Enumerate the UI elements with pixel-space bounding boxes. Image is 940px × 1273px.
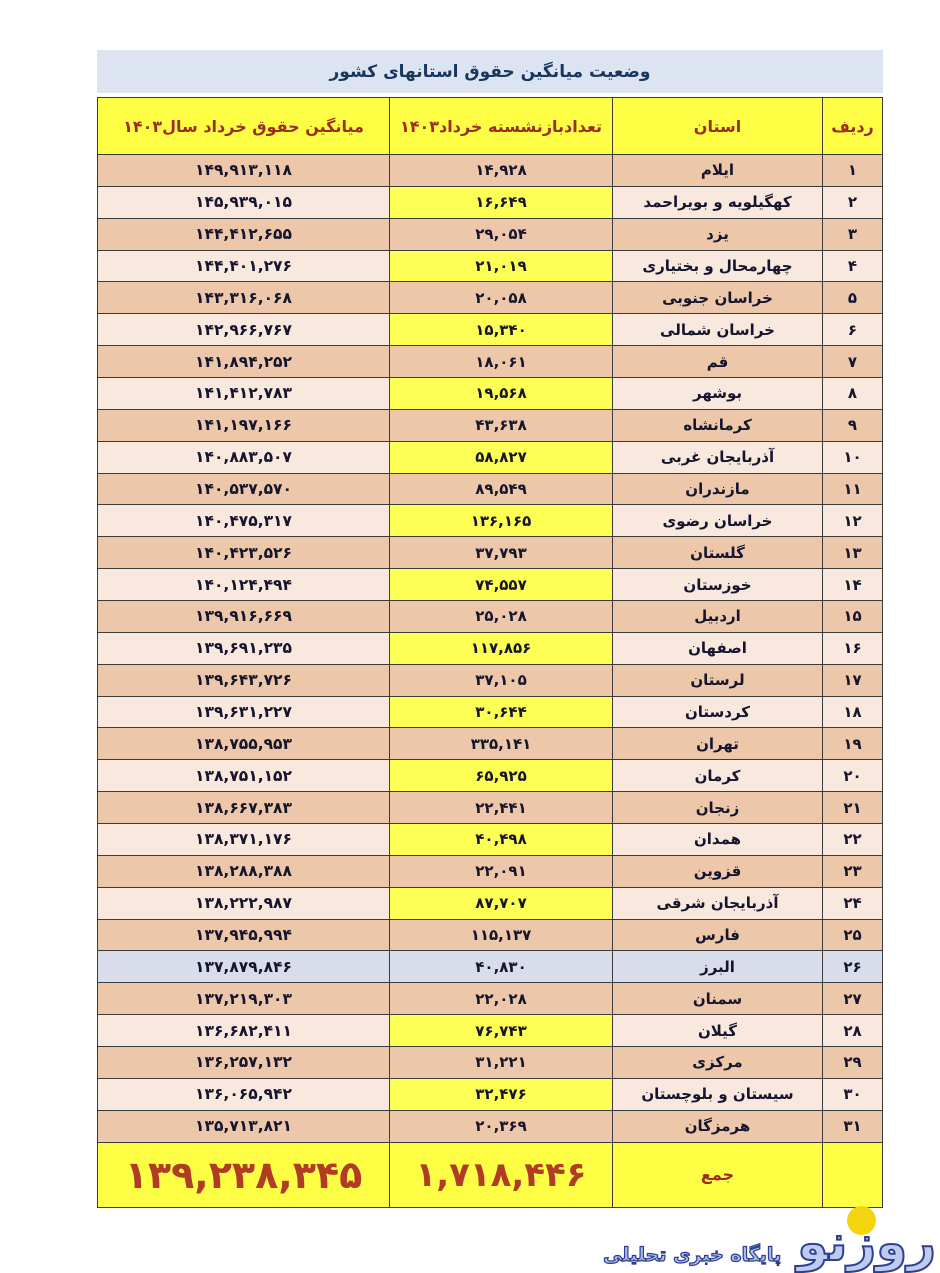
row-number: ۱۳ (822, 537, 882, 568)
table-row (98, 569, 882, 601)
table-row (98, 1111, 882, 1143)
row-number: ۳۱ (822, 1111, 882, 1142)
row-number: ۲ (822, 187, 882, 218)
province-name: یزد (612, 219, 822, 250)
row-number: ۸ (822, 378, 882, 409)
table-row (98, 346, 882, 378)
retirees-count: ۷۴,۵۵۷ (389, 569, 612, 600)
province-name: قم (612, 346, 822, 377)
retirees-count: ۸۷,۷۰۷ (389, 888, 612, 919)
retirees-count: ۸۹,۵۴۹ (389, 474, 612, 505)
retirees-count: ۱۵,۳۴۰ (389, 314, 612, 345)
table-row (98, 537, 882, 569)
table-row (98, 728, 882, 760)
table-row (98, 442, 882, 474)
province-name: خوزستان (612, 569, 822, 600)
row-number: ۱۷ (822, 665, 882, 696)
salary-table (97, 50, 883, 1208)
row-number: ۲۶ (822, 951, 882, 982)
retirees-count: ۲۲,۴۴۱ (389, 792, 612, 823)
average-salary: ۱۳۸,۲۲۲,۹۸۷ (98, 888, 389, 919)
average-salary: ۱۴۲,۹۶۶,۷۶۷ (98, 314, 389, 345)
province-name: بوشهر (612, 378, 822, 409)
table-grid (97, 97, 883, 1208)
province-name: قزوین (612, 856, 822, 887)
table-row (98, 824, 882, 856)
average-salary: ۱۴۳,۳۱۶,۰۶۸ (98, 282, 389, 313)
table-row (98, 856, 882, 888)
province-name: سمنان (612, 983, 822, 1014)
average-salary: ۱۴۴,۴۱۲,۶۵۵ (98, 219, 389, 250)
total-retirees-value: ۱,۷۱۸,۴۴۶ (389, 1143, 612, 1207)
table-row (98, 155, 882, 187)
average-salary: ۱۳۶,۰۶۵,۹۴۲ (98, 1079, 389, 1110)
table-row (98, 983, 882, 1015)
retirees-count: ۳۷,۷۹۳ (389, 537, 612, 568)
province-name: ایلام (612, 155, 822, 186)
retirees-count: ۱۱۷,۸۵۶ (389, 633, 612, 664)
retirees-count: ۲۹,۰۵۴ (389, 219, 612, 250)
header-salary: میانگین حقوق خرداد سال۱۴۰۳ (98, 98, 389, 154)
row-number: ۲۲ (822, 824, 882, 855)
retirees-count: ۲۲,۰۲۸ (389, 983, 612, 1014)
row-number: ۱ (822, 155, 882, 186)
retirees-count: ۱۸,۰۶۱ (389, 346, 612, 377)
retirees-count: ۱۶,۶۴۹ (389, 187, 612, 218)
table-row (98, 282, 882, 314)
average-salary: ۱۴۱,۱۹۷,۱۶۶ (98, 410, 389, 441)
table-row (98, 888, 882, 920)
table-row (98, 697, 882, 729)
province-name: کهگیلویه و بویراحمد (612, 187, 822, 218)
province-name: گیلان (612, 1015, 822, 1046)
retirees-count: ۳۰,۶۴۴ (389, 697, 612, 728)
row-number: ۲۷ (822, 983, 882, 1014)
average-salary: ۱۳۷,۲۱۹,۳۰۳ (98, 983, 389, 1014)
total-empty-cell (822, 1143, 882, 1207)
table-row (98, 219, 882, 251)
retirees-count: ۱۹,۵۶۸ (389, 378, 612, 409)
retirees-count: ۲۱,۰۱۹ (389, 251, 612, 282)
average-salary: ۱۳۸,۳۷۱,۱۷۶ (98, 824, 389, 855)
logo-wordmark (791, 1216, 936, 1271)
table-row (98, 378, 882, 410)
province-name: فارس (612, 920, 822, 951)
table-row (98, 251, 882, 283)
logo-tagline: پایگاه خبری تحلیلی (603, 1243, 782, 1266)
table-header-row (98, 98, 882, 155)
average-salary: ۱۴۱,۴۱۲,۷۸۳ (98, 378, 389, 409)
table-row (98, 633, 882, 665)
province-name: مازندران (612, 474, 822, 505)
retirees-count: ۴۰,۴۹۸ (389, 824, 612, 855)
table-row (98, 792, 882, 824)
retirees-count: ۲۰,۰۵۸ (389, 282, 612, 313)
row-number: ۲۸ (822, 1015, 882, 1046)
province-name: گلستان (612, 537, 822, 568)
table-row (98, 187, 882, 219)
table-row (98, 951, 882, 983)
province-name: خراسان جنوبی (612, 282, 822, 313)
table-total-row (98, 1143, 882, 1207)
retirees-count: ۳۱,۲۲۱ (389, 1047, 612, 1078)
average-salary: ۱۴۰,۸۸۳,۵۰۷ (98, 442, 389, 473)
row-number: ۲۰ (822, 760, 882, 791)
logo-wordmark-text: روزنو (797, 1214, 936, 1272)
average-salary: ۱۴۱,۸۹۴,۲۵۲ (98, 346, 389, 377)
province-name: لرستان (612, 665, 822, 696)
province-name: مرکزی (612, 1047, 822, 1078)
retirees-count: ۲۵,۰۲۸ (389, 601, 612, 632)
retirees-count: ۶۵,۹۲۵ (389, 760, 612, 791)
header-province: استان (612, 98, 822, 154)
province-name: خراسان رضوی (612, 505, 822, 536)
average-salary: ۱۴۰,۴۷۵,۳۱۷ (98, 505, 389, 536)
retirees-count: ۱۳۶,۱۶۵ (389, 505, 612, 536)
row-number: ۱۲ (822, 505, 882, 536)
retirees-count: ۲۲,۰۹۱ (389, 856, 612, 887)
average-salary: ۱۳۸,۷۵۵,۹۵۳ (98, 728, 389, 759)
table-row (98, 474, 882, 506)
row-number: ۱۹ (822, 728, 882, 759)
retirees-count: ۱۱۵,۱۳۷ (389, 920, 612, 951)
average-salary: ۱۴۹,۹۱۳,۱۱۸ (98, 155, 389, 186)
retirees-count: ۷۶,۷۴۳ (389, 1015, 612, 1046)
retirees-count: ۱۴,۹۲۸ (389, 155, 612, 186)
row-number: ۵ (822, 282, 882, 313)
row-number: ۲۹ (822, 1047, 882, 1078)
province-name: آذربایجان شرقی (612, 888, 822, 919)
province-name: همدان (612, 824, 822, 855)
table-row (98, 1015, 882, 1047)
province-name: کرمانشاه (612, 410, 822, 441)
total-salary-value: ۱۳۹,۲۳۸,۳۴۵ (98, 1143, 389, 1207)
retirees-count: ۴۰,۸۳۰ (389, 951, 612, 982)
average-salary: ۱۴۰,۱۲۴,۴۹۴ (98, 569, 389, 600)
row-number: ۲۳ (822, 856, 882, 887)
average-salary: ۱۳۵,۷۱۳,۸۲۱ (98, 1111, 389, 1142)
table-row (98, 601, 882, 633)
row-number: ۹ (822, 410, 882, 441)
province-name: سیستان و بلوچستان (612, 1079, 822, 1110)
average-salary: ۱۴۰,۵۳۷,۵۷۰ (98, 474, 389, 505)
row-number: ۶ (822, 314, 882, 345)
average-salary: ۱۳۹,۹۱۶,۶۶۹ (98, 601, 389, 632)
row-number: ۲۴ (822, 888, 882, 919)
table-row (98, 410, 882, 442)
news-agency-logo (603, 1216, 936, 1271)
retirees-count: ۳۳۵,۱۴۱ (389, 728, 612, 759)
average-salary: ۱۳۹,۶۴۳,۷۲۶ (98, 665, 389, 696)
province-name: چهارمحال و بختیاری (612, 251, 822, 282)
retirees-count: ۴۳,۶۳۸ (389, 410, 612, 441)
province-name: هرمزگان (612, 1111, 822, 1142)
province-name: اردبیل (612, 601, 822, 632)
row-number: ۱۵ (822, 601, 882, 632)
row-number: ۳۰ (822, 1079, 882, 1110)
header-retirees: تعدادبازنشسته خرداد۱۴۰۳ (389, 98, 612, 154)
table-row (98, 760, 882, 792)
retirees-count: ۲۰,۳۶۹ (389, 1111, 612, 1142)
average-salary: ۱۳۸,۲۸۸,۳۸۸ (98, 856, 389, 887)
province-name: زنجان (612, 792, 822, 823)
row-number: ۷ (822, 346, 882, 377)
province-name: خراسان شمالی (612, 314, 822, 345)
retirees-count: ۳۲,۴۷۶ (389, 1079, 612, 1110)
average-salary: ۱۳۶,۶۸۲,۴۱۱ (98, 1015, 389, 1046)
average-salary: ۱۴۵,۹۳۹,۰۱۵ (98, 187, 389, 218)
row-number: ۱۴ (822, 569, 882, 600)
average-salary: ۱۳۷,۸۷۹,۸۴۶ (98, 951, 389, 982)
average-salary: ۱۳۸,۷۵۱,۱۵۲ (98, 760, 389, 791)
province-name: کرمان (612, 760, 822, 791)
average-salary: ۱۳۹,۶۳۱,۲۲۷ (98, 697, 389, 728)
row-number: ۳ (822, 219, 882, 250)
table-body (98, 155, 882, 1143)
row-number: ۲۱ (822, 792, 882, 823)
average-salary: ۱۴۰,۴۲۳,۵۲۶ (98, 537, 389, 568)
average-salary: ۱۴۴,۴۰۱,۲۷۶ (98, 251, 389, 282)
retirees-count: ۵۸,۸۲۷ (389, 442, 612, 473)
retirees-count: ۳۷,۱۰۵ (389, 665, 612, 696)
table-row (98, 920, 882, 952)
table-row (98, 1047, 882, 1079)
average-salary: ۱۳۹,۶۹۱,۲۳۵ (98, 633, 389, 664)
header-row-number: ردیف (822, 98, 882, 154)
table-row (98, 314, 882, 346)
table-title: وضعیت میانگین حقوق استانهای کشور (97, 50, 883, 93)
table-row (98, 505, 882, 537)
row-number: ۴ (822, 251, 882, 282)
table-row (98, 1079, 882, 1111)
row-number: ۱۱ (822, 474, 882, 505)
province-name: البرز (612, 951, 822, 982)
average-salary: ۱۳۷,۹۴۵,۹۹۴ (98, 920, 389, 951)
row-number: ۱۰ (822, 442, 882, 473)
average-salary: ۱۳۶,۲۵۷,۱۳۲ (98, 1047, 389, 1078)
province-name: کردستان (612, 697, 822, 728)
province-name: تهران (612, 728, 822, 759)
average-salary: ۱۳۸,۶۶۷,۳۸۳ (98, 792, 389, 823)
province-name: اصفهان (612, 633, 822, 664)
province-name: آذربایجان غربی (612, 442, 822, 473)
row-number: ۱۶ (822, 633, 882, 664)
table-row (98, 665, 882, 697)
total-label: جمع (612, 1143, 822, 1207)
row-number: ۱۸ (822, 697, 882, 728)
row-number: ۲۵ (822, 920, 882, 951)
